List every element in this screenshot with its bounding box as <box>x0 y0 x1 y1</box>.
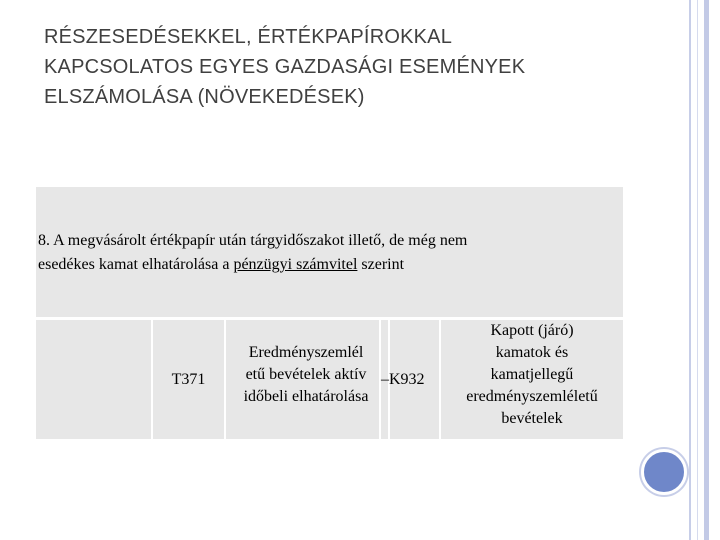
decorative-rule <box>704 0 709 540</box>
debit-line: Eredményszemlél <box>248 344 364 361</box>
decorative-rule <box>689 0 691 540</box>
header-line: szerint <box>357 256 405 273</box>
account-code: T371 <box>171 371 206 388</box>
credit-code: –K932 <box>381 371 425 388</box>
credit-line: kamatok és <box>495 344 569 361</box>
accounting-link[interactable]: pénzügyi számvitel <box>233 256 358 273</box>
table-cell-empty <box>36 320 151 439</box>
table-row <box>36 320 623 439</box>
title-line: RÉSZESEDÉSEKKEL, ÉRTÉKPAPÍROKKAL <box>44 26 453 48</box>
debit-line: időbeli elhatárolása <box>243 388 369 405</box>
header-line: 8. A megvásárolt értékpapír után tárgyidőszakot illető, de még nem <box>38 232 468 249</box>
table-cell-account <box>153 320 224 439</box>
table-cell-credit-code <box>381 320 439 439</box>
slide-title <box>44 22 644 112</box>
credit-line: Kapott (járó) <box>490 322 574 339</box>
debit-description <box>226 342 386 408</box>
table-cell-debit <box>226 320 379 439</box>
debit-line: etű bevételek aktív <box>245 366 367 383</box>
credit-line: kamatjellegű <box>490 366 574 383</box>
decorative-circle <box>641 449 687 495</box>
table-cell-credit <box>441 320 623 439</box>
decorative-rule <box>697 0 698 540</box>
table-header-cell <box>36 187 623 317</box>
credit-description <box>441 320 623 430</box>
credit-line: eredményszemléletű <box>466 388 598 405</box>
table-header-text <box>38 229 618 277</box>
title-line: KAPCSOLATOS EGYES GAZDASÁGI ESEMÉNYEK <box>44 56 526 78</box>
credit-line: bevételek <box>501 410 563 427</box>
header-line: esedékes kamat elhatárolása a <box>38 256 234 273</box>
title-line: ELSZÁMOLÁSA (NÖVEKEDÉSEK) <box>44 86 365 108</box>
